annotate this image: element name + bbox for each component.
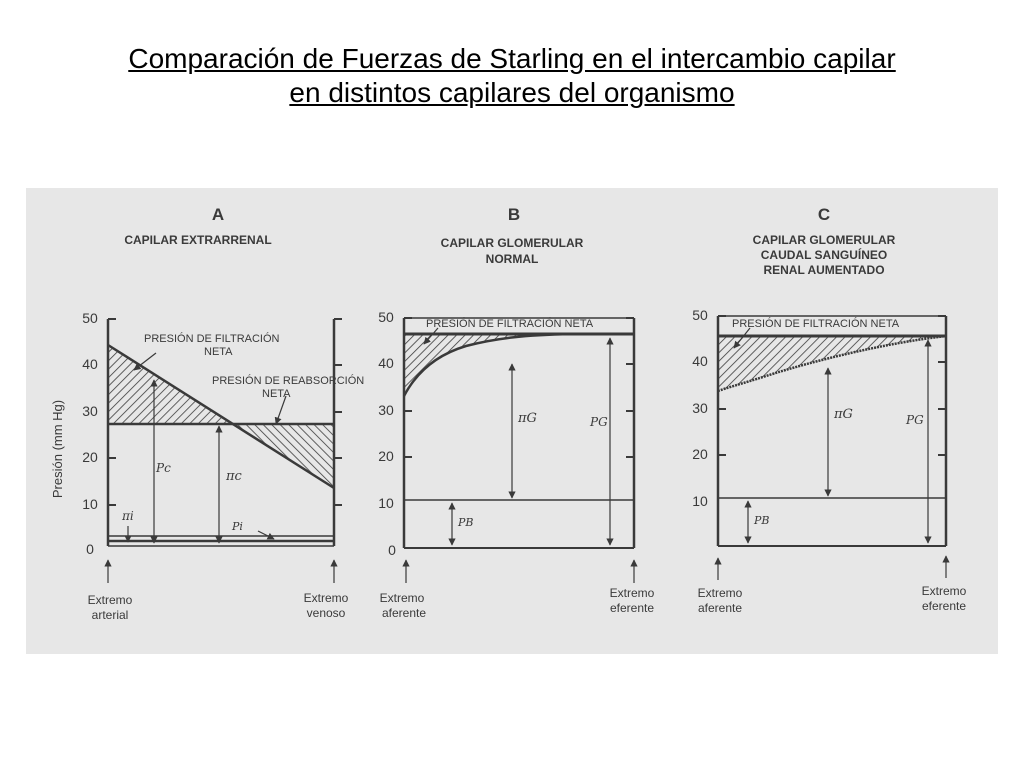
panel-c-pb-symbol: PB: [754, 514, 770, 527]
panel-b-tick-0: 0: [388, 542, 396, 558]
panel-a-pc-symbol: Pc: [156, 461, 171, 475]
panel-c-letter: C: [817, 205, 831, 224]
panel-a-filtration-label-2: NETA: [204, 346, 233, 358]
panel-a-filtration-label-1: PRESIÓN DE FILTRACIÓN: [144, 333, 280, 345]
panel-a: [82, 205, 364, 622]
panel-c-tick-50: 50: [692, 307, 708, 323]
panel-b-heading-2: NORMAL: [485, 252, 539, 266]
panel-c: [692, 205, 966, 615]
panel-c-left-caption-2: aferente: [697, 601, 743, 615]
panel-c-tick-30: 30: [692, 400, 708, 416]
panel-b-tick-50: 50: [378, 309, 394, 325]
starling-figure: [26, 188, 998, 654]
panel-c-heading-1: CAPILAR GLOMERULAR: [752, 233, 896, 247]
panel-c-filtration-area: [718, 336, 946, 391]
panel-c-right-caption-1: Extremo: [921, 584, 967, 598]
panel-c-tick-20: 20: [692, 446, 708, 462]
panel-a-pii-symbol: πi: [122, 509, 134, 523]
panel-a-left-caption-1: Extremo: [87, 593, 133, 607]
panel-c-heading-2: CAUDAL SANGUÍNEO: [760, 248, 888, 262]
panel-a-y-ticks: [82, 310, 98, 557]
panel-b: [378, 205, 654, 620]
panel-b-filtration-area: [404, 334, 626, 396]
panel-b-pg-symbol: PG: [590, 415, 608, 429]
panel-a-letter: A: [211, 205, 225, 224]
panel-a-pi-arrow: [258, 531, 274, 539]
panel-a-tick-30: 30: [82, 403, 98, 419]
panel-b-tick-10: 10: [378, 495, 394, 511]
panel-b-left-caption-2: aferente: [381, 606, 427, 620]
panel-a-tick-40: 40: [82, 356, 98, 372]
panel-a-tick-0: 0: [86, 541, 94, 557]
panel-a-reabsorption-label-1: PRESIÓN DE REABSORCIÓN: [212, 375, 365, 387]
panel-c-pig-symbol: πG: [834, 407, 853, 422]
panel-a-tick-20: 20: [82, 449, 98, 465]
panel-c-right-caption-2: eferente: [921, 599, 967, 613]
panel-a-right-caption-1: Extremo: [303, 591, 349, 605]
panel-b-heading-1: CAPILAR GLOMERULAR: [440, 236, 584, 250]
panel-b-pig-symbol: πG: [518, 411, 537, 426]
panel-c-tick-10: 10: [692, 493, 708, 509]
panel-c-left-caption-1: Extremo: [697, 586, 743, 600]
starling-diagram: [26, 188, 998, 654]
panel-a-tick-10: 10: [82, 496, 98, 512]
panel-a-heading: CAPILAR EXTRARRENAL: [124, 233, 272, 247]
y-axis-label: Presión (mm Hg): [50, 399, 65, 499]
panel-a-reabsorption-pointer: [276, 396, 286, 424]
slide-title: [0, 42, 1024, 110]
panel-a-reabsorption-label-2: NETA: [262, 388, 291, 400]
panel-c-heading-3: RENAL AUMENTADO: [763, 263, 885, 277]
panel-b-pb-symbol: PB: [458, 516, 474, 529]
panel-a-left-caption-2: arterial: [91, 608, 129, 622]
panel-a-pi-symbol: Pi: [232, 520, 243, 533]
title-line-1: Comparación de Fuerzas de Starling en el intercambio capilar: [128, 43, 896, 74]
panel-c-tick-40: 40: [692, 353, 708, 369]
panel-b-left-caption-1: Extremo: [379, 591, 425, 605]
panel-c-filtration-label: PRESIÓN DE FILTRACIÓN NETA: [732, 318, 900, 330]
panel-b-letter: B: [507, 205, 521, 224]
panel-a-right-caption-2: venoso: [306, 606, 346, 620]
panel-b-y-ticks: [378, 309, 396, 558]
title-line-2: en distintos capilares del organismo: [289, 77, 735, 108]
panel-a-pic-symbol: πc: [226, 469, 242, 484]
panel-b-filtration-label: PRESIÓN DE FILTRACIÓN NETA: [426, 318, 594, 330]
panel-b-right-caption-1: Extremo: [609, 586, 655, 600]
panel-c-pg-symbol: PG: [906, 413, 924, 427]
panel-b-tick-30: 30: [378, 402, 394, 418]
panel-b-right-caption-2: eferente: [609, 601, 655, 615]
panel-c-y-ticks: [692, 307, 708, 509]
panel-b-tick-20: 20: [378, 448, 394, 464]
panel-a-tick-50: 50: [82, 310, 98, 326]
panel-b-tick-40: 40: [378, 355, 394, 371]
